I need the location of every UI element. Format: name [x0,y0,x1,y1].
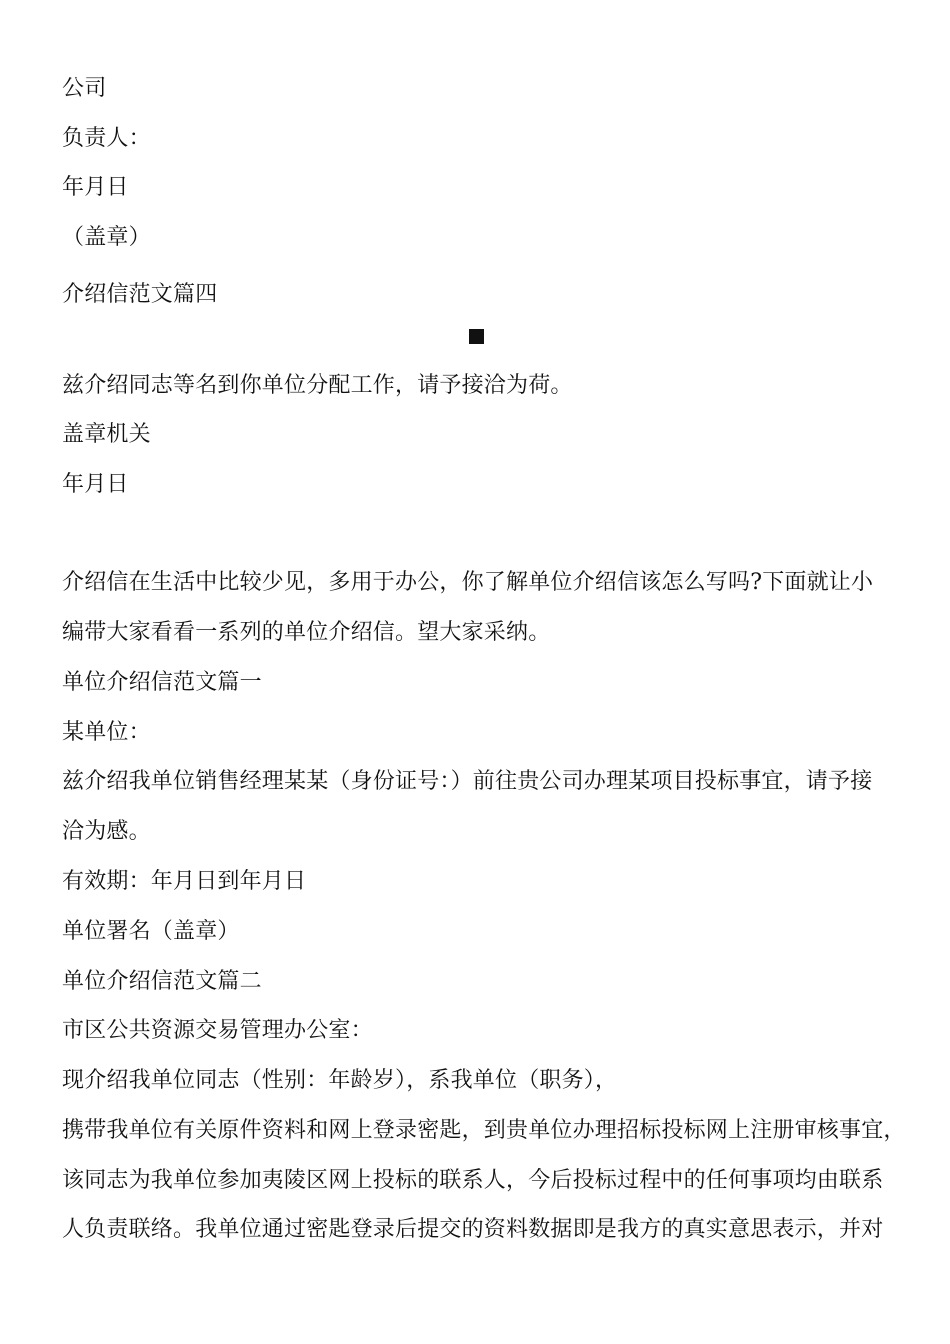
paragraph-intro-line-1: 介绍信在生活中比较少见，多用于办公，你了解单位介绍信该怎么写吗?下面就让小 [62,570,874,595]
section-heading-letter-4: 介绍信范文篇四 [62,282,218,307]
paragraph-body-line-2: 洽为感。 [62,819,151,844]
text-line-recipient-office: 市区公共资源交易管理办公室： [62,1018,373,1043]
text-line-date: 年月日 [62,472,129,497]
text-line-validity: 有效期：年月日到年月日 [62,869,307,894]
text-line-company: 公司 [62,76,107,101]
section-heading-unit-letter-2: 单位介绍信范文篇二 [62,969,262,994]
text-line-date: 年月日 [62,175,129,200]
text-line-signature: 单位署名（盖章） [62,919,240,944]
black-square-marker [469,329,484,344]
paragraph-body-line-1: 兹介绍我单位销售经理某某（身份证号：）前往贵公司办理某项目投标事宜，请予接 [62,769,873,794]
text-line-sealing-authority: 盖章机关 [62,422,151,447]
text-line-recipient: 某单位： [62,720,151,745]
paragraph-body-line-2: 携带我单位有关原件资料和网上登录密匙，到贵单位办理招标投标网上注册审核事宜， [62,1118,906,1143]
paragraph-body-line-1: 现介绍我单位同志（性别：年龄岁），系我单位（职务）， [62,1068,618,1093]
section-heading-unit-letter-1: 单位介绍信范文篇一 [62,670,262,695]
text-line-person-in-charge: 负责人： [62,126,151,151]
paragraph-intro-line-2: 编带大家看看一系列的单位介绍信。望大家采纳。 [62,620,551,645]
text-line-seal: （盖章） [62,225,151,250]
paragraph-body-line-4: 人负责联络。我单位通过密匙登录后提交的资料数据即是我方的真实意思表示，并对 [62,1217,884,1242]
text-line-introduction: 兹介绍同志等名到你单位分配工作，请予接洽为荷。 [62,373,573,398]
paragraph-body-line-3: 该同志为我单位参加夷陵区网上投标的联系人，今后投标过程中的任何事项均由联系 [62,1168,884,1193]
